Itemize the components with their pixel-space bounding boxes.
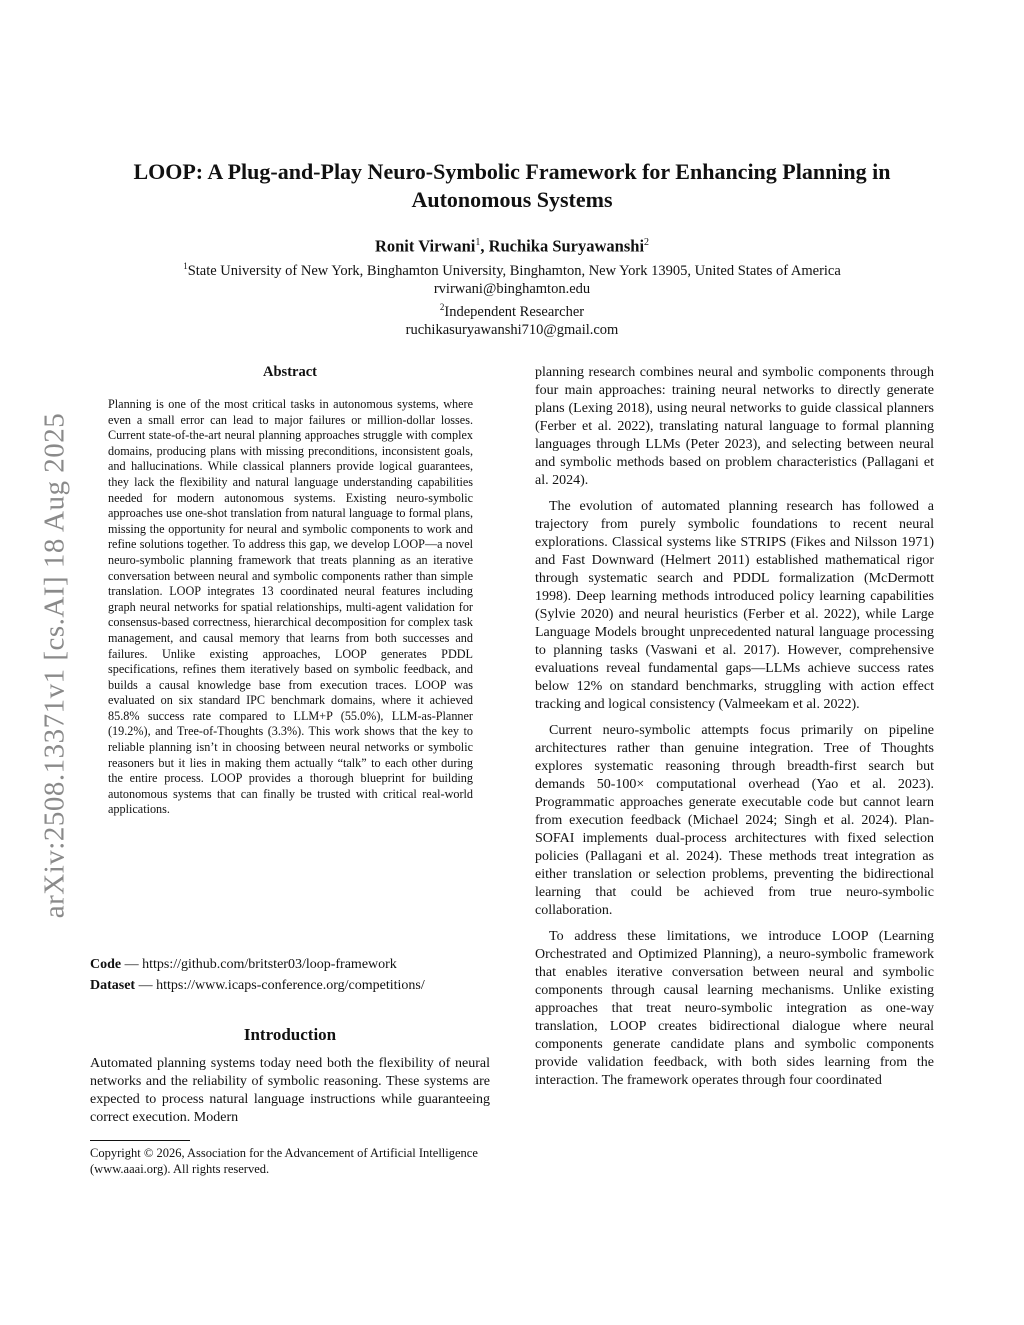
paragraph: Current neuro-symbolic attempts focus primarily on pipeline architectures rather than genuine integration. Tree of Thoughts explores systematic reasoning through breadth-first search but demands 50-100× computational overhead (Yao et al. 2023). Programmatic approaches generate executable code but cannot learn from execution feedback (Michael 2024; Singh et al. 2024). Plan-SOFAI implements dual-process architectures with fixed selection policies (Pallagani et al. 2024). These methods treat integration as either translation or selection problems, preventing the bidirectional learning that could be achieved from true neuro-symbolic collaboration.	[535, 723, 934, 918]
right-column	[535, 364, 934, 1090]
introduction-heading: Introduction	[243, 1025, 337, 1044]
author-list	[90, 232, 934, 258]
affiliation-2-text: Independent Researcher	[444, 303, 585, 320]
email-2[interactable]: ruchikasuryawanshi710@gmail.com	[405, 321, 619, 338]
code-label: Code	[90, 957, 122, 972]
author-2-affil-mark: 2	[644, 237, 650, 248]
copyright-footnote: Copyright © 2026, Association for the Advancement of Artificial Intelligence (www.aaai.org). All rights reserved.	[90, 1146, 478, 1176]
resource-links	[90, 954, 500, 996]
paragraph: To address these limitations, we introduce LOOP (Learning Orchestrated and Optimized Planning), a neuro-symbolic framework that enables iterative conversation between neural and symbolic components through causal learning mechanisms. Unlike existing approaches that treat neuro-symbolic integration as one-way translation, LOOP creates bidirectional dialogue where neural components generate candidate plans and symbolic components provide validation feedback, with both sides learning from the interaction. The framework operates through four coordinated	[535, 929, 934, 1088]
arxiv-stamp	[30, 370, 80, 960]
code-link-line	[90, 954, 500, 975]
footnote-rule	[90, 1140, 190, 1141]
author-2: Ruchika Suryawanshi	[488, 236, 645, 256]
paragraph: The evolution of automated planning research has followed a trajectory from purely symbolic foundations to recent neural explorations. Classical systems like STRIPS (Fikes and Nilsson 1971) and Fast Downward (Helmert 2011) established mathematical rigor through systematic search and PDDL formalization (McDermott 1998). Deep learning methods introduced policy learning capabilities (Sylvie 2020) and neural heuristics (Ferber et al. 2022), while Large Language Models brought unprecedented natural language processing to planning tasks (Vaswani et al. 2017). However, comprehensive evaluations reveal fundamental gaps—LLMs achieve success rates below 12% on standard benchmarks, struggling with action effect tracking and logical consistency (Valmeekam et al. 2022).	[535, 499, 934, 712]
abstract-body: Planning is one of the most critical tasks in autonomous systems, where even a small error can lead to major failures or million-dollar losses. Current state-of-the-art neural planning approaches struggle with complex domains, producing plans with missing preconditions, inconsistent goals, and hallucinations. While classical planners provide logical guarantees, they lack the flexibility and natural language understanding capabilities needed for modern autonomous systems. Existing neuro-symbolic approaches use one-shot translation from natural language to formal plans, missing the opportunity for neural and symbolic components to work and refine solutions together. To address this gap, we develop LOOP—a novel neuro-symbolic planning framework that treats planning as an iterative conversation between neural and symbolic components rather than simple translation. LOOP integrates 13 coordinated neural features including graph neural networks for spatial relationships, multi-agent validation for consensus-based correctness, hierarchical decomposition for complex task management, and causal memory that learns from both successes and failures. Unlike existing approaches, LOOP generates PDDL specifications, refines them iteratively based on symbolic feedback, and builds a causal knowledge base from execution traces. LOOP was evaluated on six standard IPC benchmark domains, where it achieved 85.8% success rate compared to LLM+P (55.0%), LLM-as-Planner (19.2%), and Tree-of-Thoughts (3.3%). This work shows that the key to reliable planning isn’t in choosing between neural networks or symbolic reasoners but it lies in making them actually “talk” to each other during the entire process. LOOP provides a thorough blueprint for building autonomous systems that can finally be trusted with critical real-world applications.	[108, 397, 473, 817]
author-1-affil-mark: 1	[475, 237, 481, 248]
introduction-body: Automated planning systems today need both the flexibility of neural networks and the reliability of symbolic reasoning. These systems are expected to process natural language instructions while guaranteeing correct execution. Modern	[90, 1056, 490, 1125]
affiliation-1	[90, 257, 934, 280]
abstract-heading: Abstract	[263, 364, 317, 380]
arxiv-id: arXiv:2508.13371v1 [cs.AI] 18 Aug 2025	[38, 412, 71, 918]
author-separator: ,	[480, 236, 489, 256]
code-url[interactable]: — https://github.com/britster03/loop-framework	[121, 957, 397, 972]
dataset-url[interactable]: — https://www.icaps-conference.org/competitions/	[135, 978, 425, 993]
author-1: Ronit Virwani	[374, 236, 476, 256]
dataset-label: Dataset	[90, 978, 136, 993]
affiliation-1-mark: 1	[183, 261, 188, 271]
affiliations	[90, 257, 934, 339]
email-1[interactable]: rvirwani@binghamton.edu	[433, 280, 591, 297]
affiliation-2-mark: 2	[439, 301, 445, 312]
affiliation-2	[90, 298, 934, 321]
paragraph: planning research combines neural and symbolic components through four main approaches: training neural networks to directly generate plans (Lexing 2018), using neural networks to guide classical planners (Ferber et al. 2022), translating natural language to formal planning languages through LLMs (Peter 2023), and selecting between neural and symbolic methods based on problem characteristics (Pallagani et al. 2024).	[535, 365, 934, 488]
paper-title: LOOP: A Plug-and-Play Neuro-Symbolic Framework for Enhancing Planning in Autonomous Systems	[133, 159, 891, 212]
dataset-link-line	[90, 975, 500, 996]
affiliation-1-text: State University of New York, Binghamton University, Binghamton, New York 13905, United States of America	[187, 262, 841, 279]
